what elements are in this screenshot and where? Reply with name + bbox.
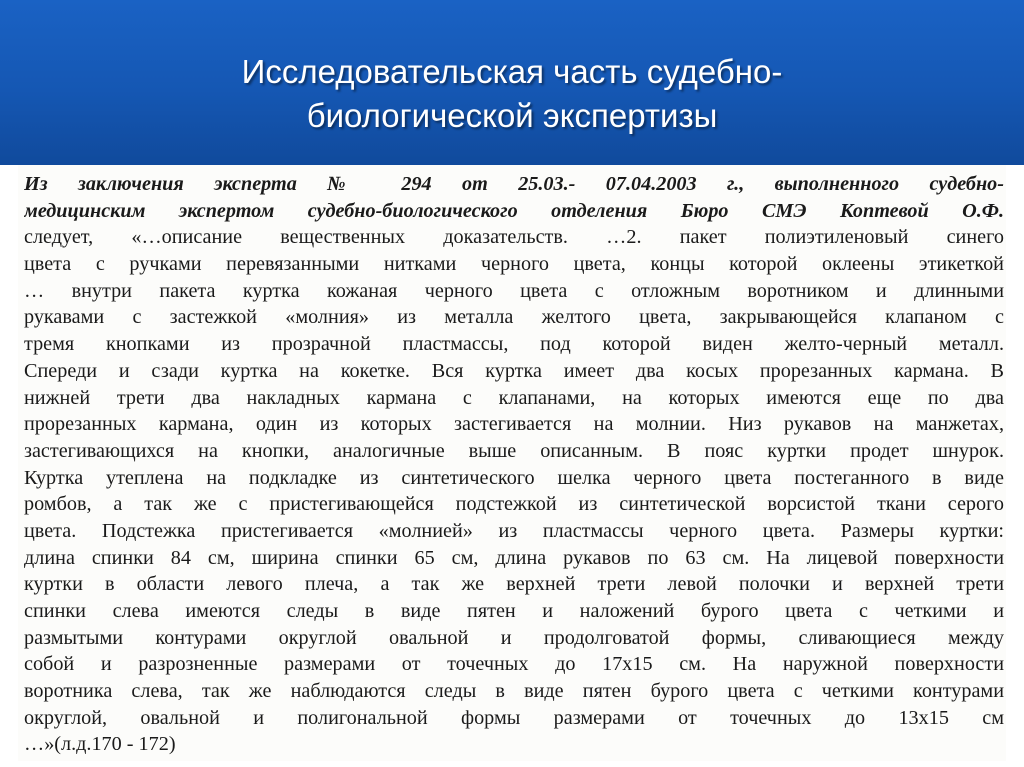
document-line: …»(л.д.170 - 172) bbox=[24, 733, 176, 756]
document-line: рукавами с застежкой «молния» из металла желтого цвета, закрывающейся клапаном с bbox=[24, 306, 1004, 329]
document-line: нижней трети два накладных кармана с клапанами, на которых имеются еще по два bbox=[24, 386, 1004, 409]
slide-title bbox=[0, 50, 1024, 138]
document-line: собой и разрозненные размерами от точечных до 17х15 см. На наружной поверхности bbox=[24, 653, 1004, 676]
slide-title-line-2: биологической экспертизы bbox=[306, 97, 718, 134]
document-line: округлой, овальной и полигональной формы размерами от точечных до 13х15 см bbox=[24, 706, 1004, 729]
document-line: цвета с ручками перевязанными нитками черного цвета, концы которой оклеены этикеткой bbox=[24, 253, 1004, 276]
slide-title-line-1: Исследовательская часть судебно- bbox=[241, 53, 783, 90]
document-line: медицинским экспертом судебно-биологического отделения Бюро СМЭ Коптевой О.Ф. bbox=[24, 199, 1004, 222]
document-text bbox=[24, 171, 1004, 758]
scanned-document bbox=[18, 165, 1006, 761]
document-line: воротника слева, так же наблюдаются следы в виде пятен бурого цвета с четкими контурами bbox=[24, 680, 1004, 703]
document-line: цвета. Подстежка пристегивается «молнией» из пластмассы черного цвета. Размеры куртки: bbox=[24, 519, 1004, 542]
document-line: тремя кнопками из прозрачной пластмассы, под которой виден желто-черный металл. bbox=[24, 333, 1004, 356]
document-line: Куртка утеплена на подкладке из синтетического шелка черного цвета постеганного в виде bbox=[24, 466, 1004, 489]
document-line: прорезанных кармана, один из которых застегивается на молнии. Низ рукавов на манжетах, bbox=[24, 413, 1004, 436]
document-line: Спереди и сзади куртка на кокетке. Вся куртка имеет два косых прорезанных кармана. В bbox=[24, 359, 1004, 382]
document-line: спинки слева имеются следы в виде пятен и наложений бурого цвета с четкими и bbox=[24, 600, 1004, 622]
document-line: длина спинки 84 см, ширина спинки 65 см, длина рукавов по 63 см. На лицевой поверхности bbox=[24, 546, 1004, 569]
slide-header bbox=[0, 0, 1024, 165]
document-line: следует, «…описание вещественных доказательств. …2. пакет полиэтиленовый синего bbox=[24, 226, 1004, 249]
document-line: размытыми контурами округлой овальной и продолговатой формы, сливающиеся между bbox=[24, 626, 1004, 649]
document-line: застегивающихся на кнопки, аналогичные выше описанным. В пояс куртки продет шнурок. bbox=[24, 439, 1004, 462]
document-line: Из заключения эксперта № 294 от 25.03.- 07.04.2003 г., выполненного судебно- bbox=[24, 173, 1004, 195]
document-line: ромбов, а так же с пристегивающейся подстежкой из синтетической ворсистой ткани серого bbox=[24, 493, 1004, 516]
document-line: куртки в области левого плеча, а так же верхней трети левой полочки и верхней трети bbox=[24, 573, 1004, 596]
document-line: … внутри пакета куртка кожаная черного цвета с отложным воротником и длинными bbox=[24, 279, 1004, 302]
